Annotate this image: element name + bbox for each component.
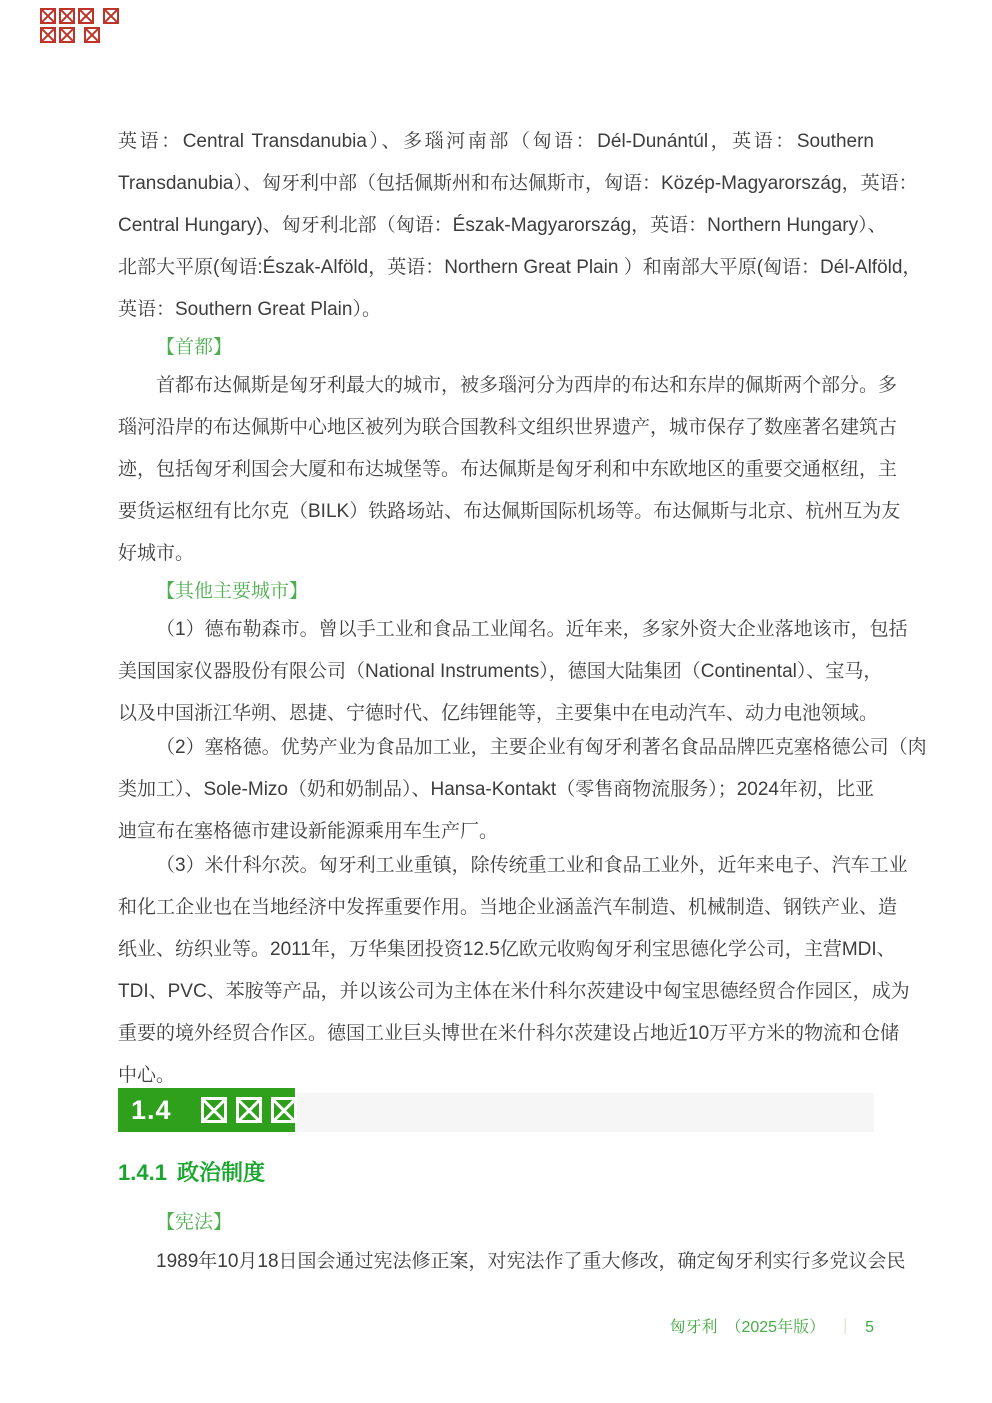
- section-header-capital: 【首都】: [156, 337, 233, 358]
- missing-glyph-icon: [40, 27, 56, 43]
- paragraph-debrecen: [118, 609, 908, 735]
- section-banner-green-box: [118, 1088, 295, 1132]
- body-line: 迪宣布在塞格德市建设新能源乘用车生产厂。: [118, 821, 499, 842]
- header-logo-row: [40, 25, 122, 44]
- body-line: 英语：Central Transdanubia）、多瑙河南部（匈语：Dél-Dunántúl，英语：Southern: [118, 131, 874, 152]
- document-body: [118, 121, 927, 1283]
- page-footer: [669, 1317, 874, 1339]
- body-line: 中心。: [118, 1065, 176, 1086]
- paragraph-capital: [118, 365, 901, 575]
- body-line: 首都布达佩斯是匈牙利最大的城市，被多瑙河分为西岸的布达和东岸的佩斯两个部分。多: [156, 375, 898, 396]
- missing-glyph-icon: [236, 1097, 262, 1123]
- missing-glyph-icon: [103, 8, 119, 24]
- missing-glyph-icon: [84, 27, 100, 43]
- body-line: 美国国家仪器股份有限公司（National Instruments），德国大陆集团（Continental）、宝马，: [118, 661, 883, 682]
- body-line: 北部大平原(匈语:Észak-Alföld，英语：Northern Great Plain ）和南部大平原(匈语：Dél-Alföld，: [118, 257, 922, 278]
- body-line: 迹，包括匈牙利国会大厦和布达城堡等。布达佩斯是匈牙利和中东欧地区的重要交通枢纽，主: [118, 459, 898, 480]
- missing-glyph-icon: [78, 8, 94, 24]
- body-line: 以及中国浙江华朔、恩捷、宁德时代、亿纬锂能等，主要集中在电动汽车、动力电池领域。: [118, 703, 879, 724]
- subsection-heading: [118, 1158, 874, 1188]
- missing-glyph-icon: [201, 1097, 227, 1123]
- body-line: Central Hungary)、匈牙利北部（匈语：Észak-Magyarország，英语：Northern Hungary）、: [118, 215, 887, 236]
- paragraph-szeged: [118, 727, 927, 853]
- body-line: （3）米什科尔茨。匈牙利工业重镇，除传统重工业和食品工业外，近年来电子、汽车工业: [156, 855, 908, 876]
- subsection-title: 政治制度: [176, 1160, 265, 1185]
- body-line: （1）德布勒森市。曾以手工业和食品工业闻名。近年来，多家外资大企业落地该市，包括: [156, 619, 908, 640]
- paragraph-regions: [118, 121, 922, 331]
- body-line: Transdanubia）、匈牙利中部（包括佩斯州和布达佩斯市，匈语：Közép-Magyarország，英语：: [118, 173, 918, 194]
- missing-glyph-icon: [59, 8, 75, 24]
- paragraph-constitution: [118, 1241, 906, 1283]
- missing-glyph-icon: [271, 1097, 297, 1123]
- body-line: 要货运枢纽有比尔克（BILK）铁路场站、布达佩斯国际机场等。布达佩斯与北京、杭州互为友: [118, 501, 901, 522]
- body-line: 瑙河沿岸的布达佩斯中心地区被列为联合国教科文组织世界遗产，城市保存了数座著名建筑古: [118, 417, 898, 438]
- header-logo: [40, 6, 122, 44]
- missing-glyph-icon: [59, 27, 75, 43]
- body-line: 纸业、纺织业等。2011年，万华集团投资12.5亿欧元收购匈牙利宝思德化学公司，主营MDI、: [118, 939, 896, 960]
- subsection-number: 1.4.1: [118, 1160, 167, 1185]
- section-banner-gray-strip: [295, 1093, 874, 1132]
- footer-separator: ｜: [837, 1319, 854, 1336]
- section-banner-1-4: [118, 1088, 874, 1132]
- footer-country: 匈牙利: [669, 1319, 718, 1336]
- body-line: 重要的境外经贸合作区。德国工业巨头博世在米什科尔茨建设占地近10万平方米的物流和仓储: [118, 1023, 900, 1044]
- section-header-other-cities: 【其他主要城市】: [156, 581, 309, 602]
- body-line: 好城市。: [118, 543, 195, 564]
- footer-page-number: 5: [865, 1319, 874, 1336]
- section-title-missing-glyphs: [201, 1097, 306, 1123]
- section-number: 1.4: [131, 1094, 172, 1125]
- body-line: 1989年10月18日国会通过宪法修正案，对宪法作了重大修改，确定匈牙利实行多党议会民: [156, 1251, 906, 1272]
- body-line: 和化工企业也在当地经济中发挥重要作用。当地企业涵盖汽车制造、机械制造、钢铁产业、造: [118, 897, 898, 918]
- section-header-constitution: 【宪法】: [156, 1212, 233, 1233]
- header-logo-row: [40, 6, 122, 25]
- footer-edition: （2025年版）: [725, 1319, 826, 1336]
- body-line: TDI、PVC、苯胺等产品，并以该公司为主体在米什科尔茨建设中匈宝思德经贸合作园区，成为: [118, 981, 910, 1002]
- paragraph-miskolc: [118, 845, 910, 1097]
- missing-glyph-icon: [40, 8, 56, 24]
- body-line: 类加工）、Sole-Mizo（奶和奶制品）、Hansa-Kontakt（零售商物流服务）；2024年初，比亚: [118, 779, 874, 800]
- body-line: 英语：Southern Great Plain）。: [118, 299, 381, 320]
- body-line: （2）塞格德。优势产业为食品加工业，主要企业有匈牙利著名食品品牌匹克塞格德公司（肉: [156, 737, 927, 758]
